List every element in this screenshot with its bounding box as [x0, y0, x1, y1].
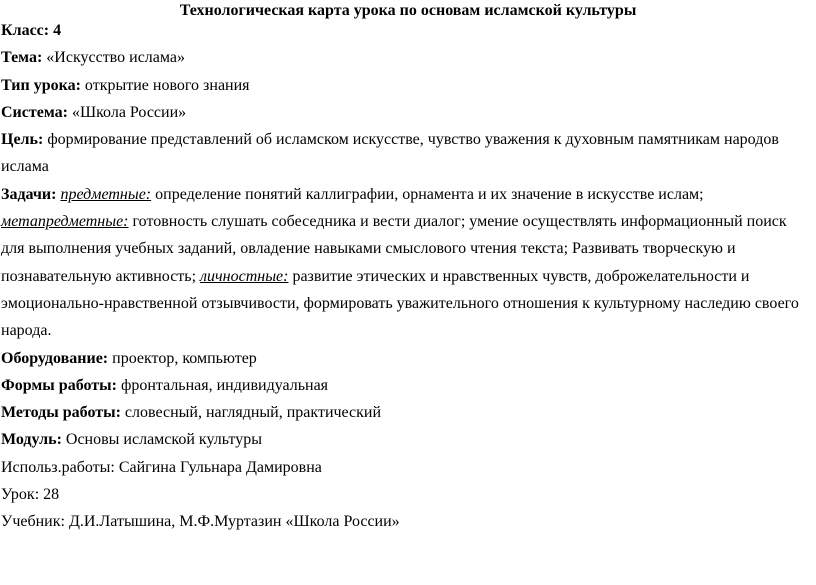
work-forms-label: Формы работы:	[1, 376, 117, 394]
system-value: «Школа России»	[71, 103, 187, 121]
goal-label: Цель:	[1, 131, 44, 149]
module-line	[1, 426, 813, 453]
metasubject-tasks-label: метапредметные:	[1, 213, 129, 231]
work-methods-line	[1, 399, 813, 426]
goal-value: формирование представлений об исламском искусстве, чувство уважения к духовным памятникам народов ислама	[1, 131, 779, 176]
goal-line	[1, 126, 813, 181]
topic-value: «Искусство ислама»	[46, 49, 185, 67]
personal-tasks-label: личностные:	[200, 267, 289, 285]
system-label: Система:	[1, 103, 68, 121]
class-line	[1, 17, 813, 44]
personal-tasks-text: развитие этических и нравственных чувств, доброжелательности и эмоционально-нравственной отзывчивости, формировать уважительного отношения к культурному наследию своего народа.	[1, 267, 799, 340]
lesson-type-value: открытие нового знания	[84, 76, 250, 94]
topic-line	[1, 44, 813, 71]
subject-tasks-text: определение понятий каллиграфии, орнамента и их значение в искусстве ислам;	[155, 185, 704, 203]
metasubject-tasks-text: готовность слушать собеседника и вести диалог; умение осуществлять информационный поиск для выполнения учебных заданий, овладение навыками смыслового чтения текста; Развивать творческую и познавательную активность;	[1, 213, 787, 285]
topic-label: Тема:	[1, 49, 43, 67]
lesson-type-line	[1, 72, 813, 99]
lesson-type-label: Тип урока:	[1, 76, 81, 94]
equipment-line	[1, 345, 813, 372]
textbook-line: Учебник: Д.И.Латышина, М.Ф.Муртазин «Школа России»	[1, 513, 400, 531]
module-label: Модуль:	[1, 431, 62, 449]
work-forms-value: фронтальная, индивидуальная	[120, 376, 329, 394]
subject-tasks-label: предметные:	[60, 185, 152, 203]
equipment-label: Оборудование:	[1, 349, 109, 367]
author-line: Использ.работы: Сайгина Гульнара Дамировна	[1, 458, 322, 476]
lesson-info	[1, 17, 813, 536]
equipment-value: проектор, компьютер	[112, 349, 257, 367]
work-methods-label: Методы работы:	[1, 404, 121, 422]
module-value: Основы исламской культуры	[65, 431, 262, 449]
tasks-paragraph	[1, 181, 813, 345]
tasks-label: Задачи:	[1, 185, 57, 203]
class-number: 4	[53, 22, 62, 39]
system-line	[1, 99, 813, 126]
lesson-number-line: Урок: 28	[1, 486, 60, 504]
class-value: Класс:	[1, 22, 50, 39]
document-title: Технологическая карта урока по основам исламской культуры	[179, 2, 637, 19]
work-methods-value: словесный, наглядный, практический	[124, 404, 382, 422]
work-forms-line	[1, 372, 813, 399]
